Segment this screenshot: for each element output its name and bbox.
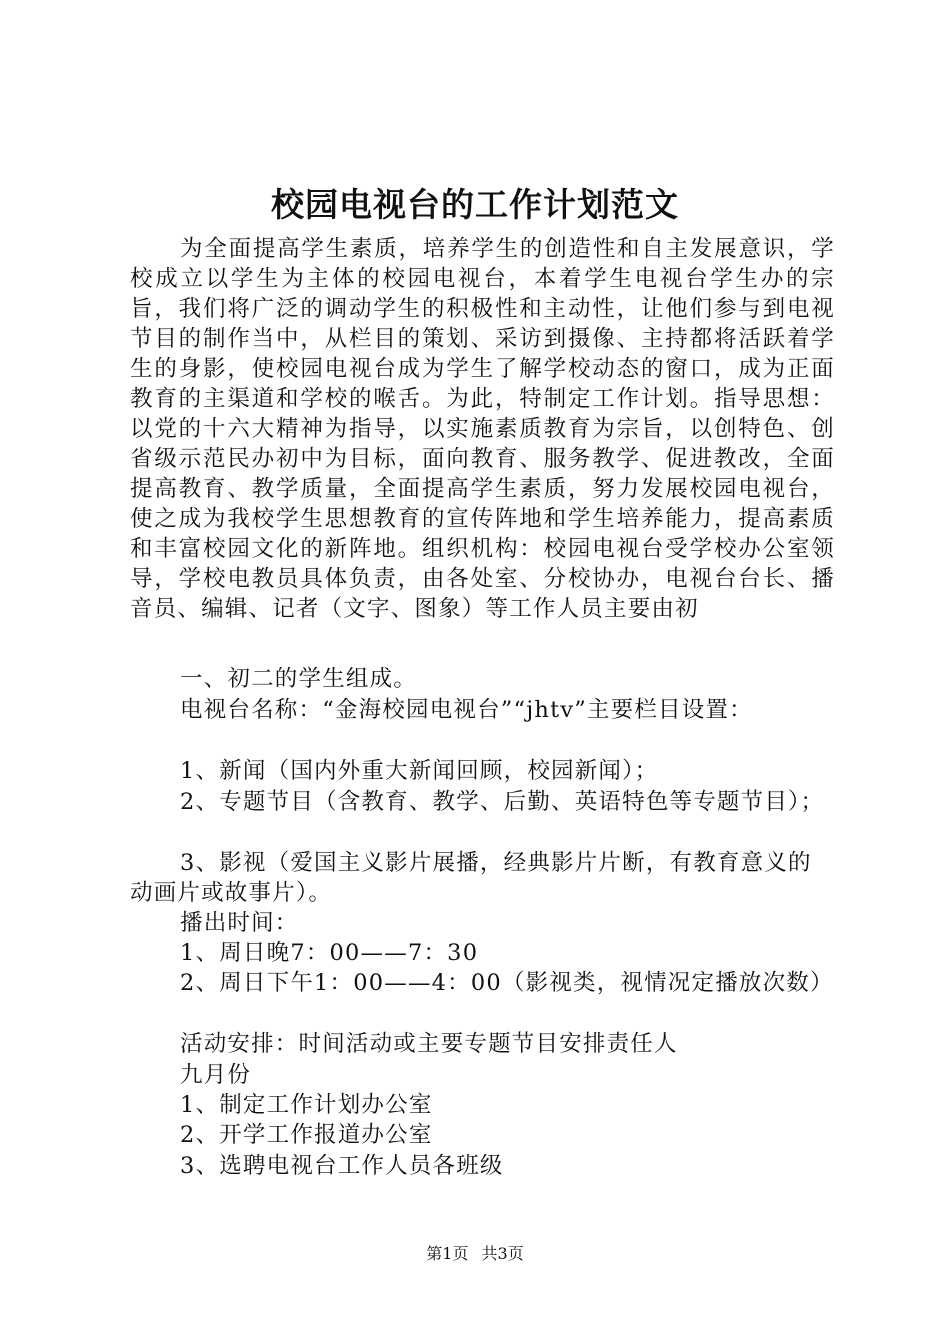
column-item-3: 3、影视（爱国主义影片展播，经典影片片断，有教育意义的动画片或故事片）。 [130,850,812,906]
column-item-1: 1、新闻（国内外重大新闻回顾，校园新闻）； [180,758,659,784]
task-item-1: 1、制定工作计划办公室 [180,1092,433,1118]
intro-paragraph: 为全面提高学生素质，培养学生的创造性和自主发展意识，学校成立以学生为主体的校园电视台，本着学生电视台学生办的宗旨，我们将广泛的调动学生的积极性和主动性，让他们参与到电视节目的制作当中，从栏目的策划、采访到摄像、主持都将活跃着学生的身影，使校园电视台成为学生了解学校动态的窗口，成为正面教育的主渠道和学校的喉舌。为此，特制定工作计划。指导思想：以党的十六大精神为指导，以实施素质教育为宗旨，以创特色、创省级示范民办初中为目标，面向教育、服务教学、促进教改，全面提高教育、教学质量，全面提高学生素质，努力发展校园电视台，使之成为我校学生思想教育的宣传阵地和学生培养能力，提高素质和丰富校园文化的新阵地。组织机构：校园电视台受学校办公室领导，学校电教员具体负责，由各处室、分校协办，电视台台长、播音员、编辑、记者（文字、图象）等工作人员主要由初 [130,236,835,622]
task-item-3: 3、选聘电视台工作人员各班级 [180,1153,504,1179]
broadcast-time-2: 2、周日下午1：00——4：00（影视类，视情况定播放次数） [180,970,834,996]
activity-header: 活动安排：时间活动或主要专题节目安排责任人 [180,1031,678,1057]
document-title: 校园电视台的工作计划范文 [271,185,679,224]
broadcast-time-1: 1、周日晚7：00——7：30 [180,940,479,966]
page-number: 第1页 [426,1244,469,1263]
page-total: 共3页 [481,1244,524,1263]
station-name-line: 电视台名称：“金海校园电视台”“jhtv”主要栏目设置： [180,697,753,723]
month-label: 九月份 [180,1062,252,1088]
page-footer [0,1243,950,1265]
column-item-2: 2、专题节目（含教育、教学、后勤、英语特色等专题节目）； [180,789,825,815]
task-item-2: 2、开学工作报道办公室 [180,1122,433,1148]
org-tail-line: 一、初二的学生组成。 [180,666,418,692]
broadcast-label: 播出时间： [180,910,299,936]
